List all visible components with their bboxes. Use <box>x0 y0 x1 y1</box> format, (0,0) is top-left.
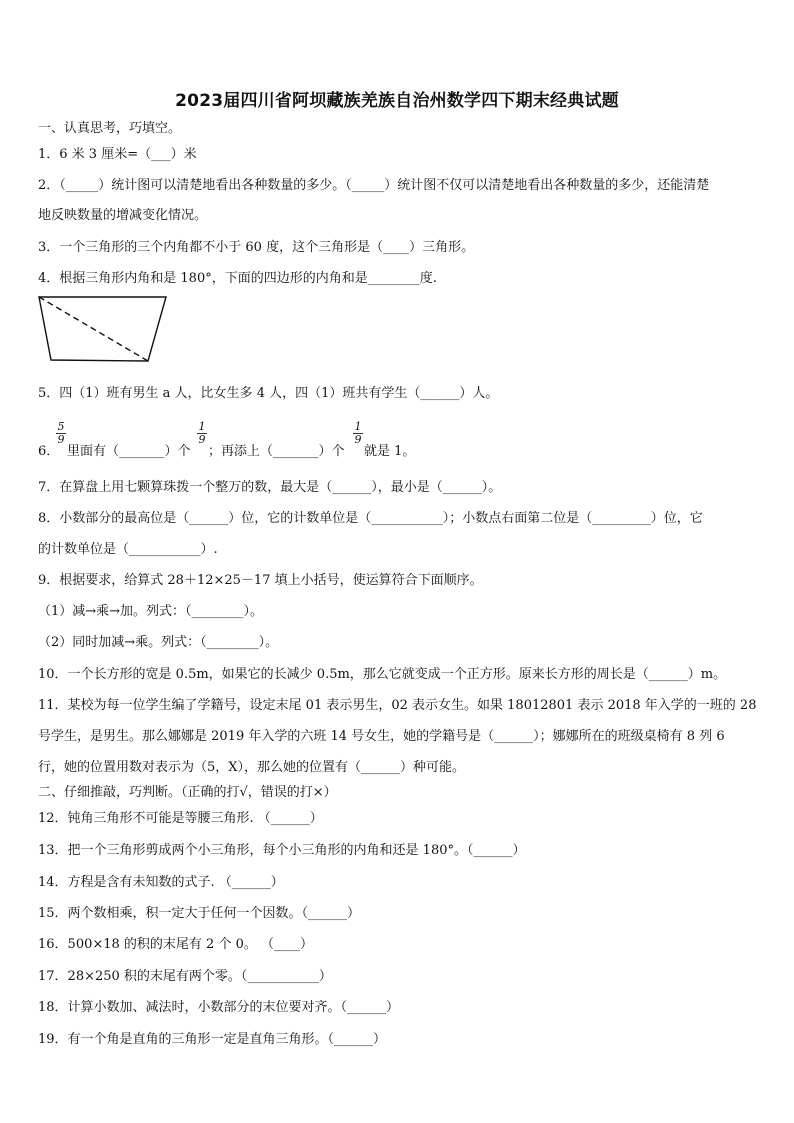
quadrilateral-outline <box>39 297 166 361</box>
question-13: 13．把一个三角形剪成两个小三角形，每个小三角形的内角和还是 180°。（______） <box>38 843 526 858</box>
fraction-one-ninth-b <box>353 421 363 446</box>
question-5: 5．四（1）班有男生 a 人，比女生多 4 人，四（1）班共有学生（______）人。 <box>38 386 499 401</box>
question-12: 12．钝角三角形不可能是等腰三角形. （______） <box>38 811 323 826</box>
question-7: 7．在算盘上用七颗算珠拨一个整万的数，最大是（______），最小是（______）。 <box>38 480 502 495</box>
fraction-denominator: 9 <box>354 433 362 446</box>
question-3: 3．一个三角形的三个内角都不小于 60 度，这个三角形是（____）三角形。 <box>38 240 475 255</box>
page-title: 2023届四川省阿坝藏族羌族自治州数学四下期末经典试题 <box>175 91 619 111</box>
fraction-numerator: 1 <box>198 420 206 433</box>
question-6-prefix: 6． <box>38 444 60 459</box>
question-8-line-1: 8．小数部分的最高位是（______）位，它的计数单位是（___________）；小数点右面第二位是（_________）位，它 <box>38 511 703 526</box>
question-18: 18．计算小数加、减法时，小数部分的末位要对齐。（______） <box>38 1000 400 1015</box>
dashed-diagonal <box>39 297 148 361</box>
question-4: 4．根据三角形内角和是 180°，下面的四边形的内角和是________度. <box>38 271 437 286</box>
question-9-part-2: （2）同时加减→乘。列式：（________）。 <box>38 635 279 650</box>
question-2-line-1: 2．（_____）统计图可以清楚地看出各种数量的多少。（_____）统计图不仅可以清楚地看出各种数量的多少，还能清楚 <box>38 178 710 193</box>
question-6-part-b: ；再添上（_______）个 <box>208 444 345 459</box>
fraction-numerator: 5 <box>57 420 65 433</box>
question-1: 1．6 米 3 厘米=（___）米 <box>38 147 197 162</box>
section-one-heading: 一、认真思考，巧填空。 <box>38 121 182 136</box>
fraction-denominator: 9 <box>198 433 206 446</box>
question-2-line-2: 地反映数量的增减变化情况。 <box>38 208 208 223</box>
question-9-part-1: （1）减→乘→加。列式：（________）。 <box>38 604 264 619</box>
question-11-line-3: 行，她的位置用数对表示为（5，X），那么她的位置有（______）种可能。 <box>38 760 466 775</box>
question-17: 17．28×250 积的末尾有两个零。（___________） <box>38 969 332 984</box>
fraction-numerator: 1 <box>354 420 362 433</box>
question-14: 14．方程是含有未知数的式子. （______） <box>38 875 284 890</box>
question-6-part-c: 就是 1。 <box>364 444 416 459</box>
question-19: 19．有一个角是直角的三角形一定是直角三角形。（______） <box>38 1032 387 1047</box>
question-9: 9．根据要求，给算式 28＋12×25－17 填上小括号，使运算符合下面顺序。 <box>38 573 483 588</box>
question-8-line-2: 的计数单位是（___________）. <box>38 542 218 557</box>
section-two-heading: 二、仔细推敲，巧判断。（正确的打√，错误的打×） <box>38 785 337 800</box>
question-11-line-2: 号学生，是男生。那么娜娜是 2019 年入学的六班 14 号女生，她的学籍号是（______）；娜娜所在的班级桌椅有 8 列 6 <box>38 729 725 744</box>
question-11-line-1: 11．某校为每一位学生编了学籍号，设定末尾 01 表示男生，02 表示女生。如果 18012801 表示 2018 年入学的一班的 28 <box>38 698 757 713</box>
question-16: 16．500×18 的积的末尾有 2 个 0。 （____） <box>38 937 313 952</box>
question-6-part-a: 里面有（_______）个 <box>67 444 191 459</box>
question-10: 10．一个长方形的宽是 0.5m，如果它的长减少 0.5m，那么它就变成一个正方形。原来长方形的周长是（______）m。 <box>38 667 727 682</box>
quadrilateral-figure <box>35 294 170 364</box>
question-15: 15．两个数相乘，积一定大于任何一个因数。（______） <box>38 906 361 921</box>
fraction-denominator: 9 <box>57 433 65 446</box>
fraction-one-ninth-a <box>197 421 207 446</box>
